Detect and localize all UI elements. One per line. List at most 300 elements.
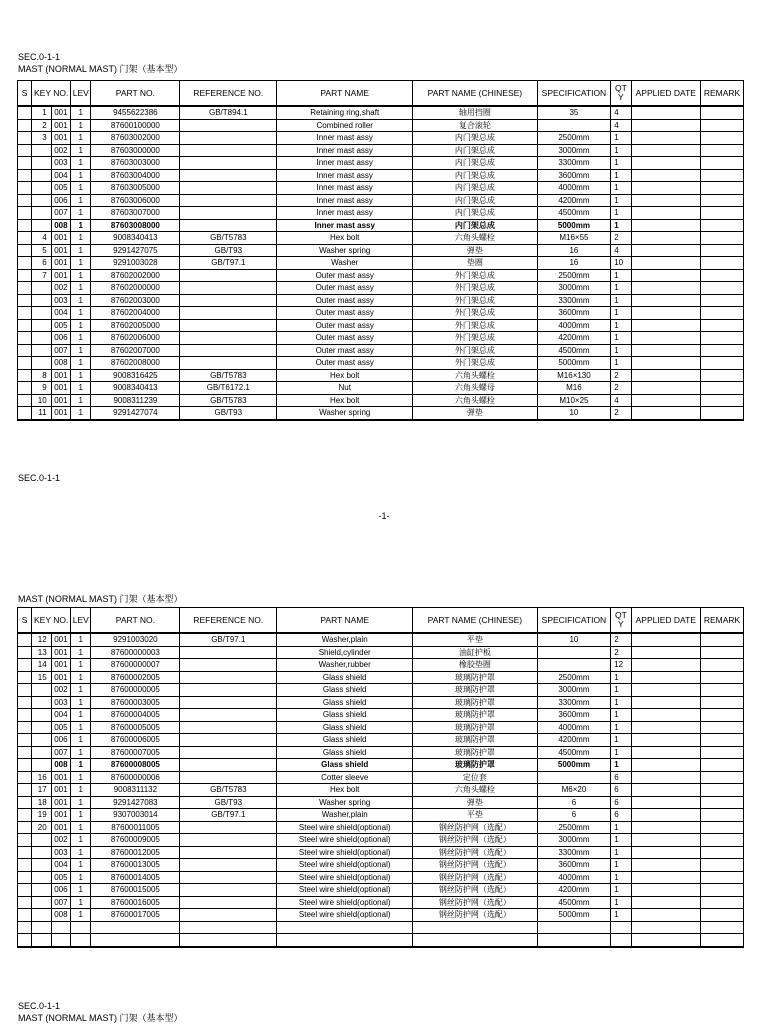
- cell-part-no: 9291003020: [91, 633, 180, 646]
- cell-part-name: Hex bolt: [277, 369, 413, 382]
- table-row: [18, 821, 744, 834]
- cell-part-name: [277, 921, 413, 934]
- cell-applied-date: [631, 921, 700, 934]
- cell-remark: [701, 207, 744, 220]
- cell-part-name-chinese: 内门架总成: [413, 157, 538, 170]
- cell-key-sub: 001: [51, 269, 70, 282]
- cell-key-sub: 008: [51, 909, 70, 922]
- cell-lev: 1: [71, 382, 91, 395]
- cell-s: [18, 244, 32, 257]
- cell-part-name-chinese: 弹垫: [413, 796, 538, 809]
- cell-part-name: Inner mast assy: [277, 144, 413, 157]
- cell-reference-no: [180, 344, 277, 357]
- cell-key-sub: 001: [51, 809, 70, 822]
- cell-part-name-chinese: 外门架总成: [413, 357, 538, 370]
- cell-key-no: 15: [32, 671, 51, 684]
- cell-part-no: 9008340413: [91, 382, 180, 395]
- cell-qty: 1: [611, 157, 631, 170]
- cell-specification: 4200mm: [537, 194, 611, 207]
- cell-part-name-chinese: 钢丝防护网（选配）: [413, 896, 538, 909]
- cell-remark: [701, 921, 744, 934]
- cell-reference-no: GB/T5783: [180, 232, 277, 245]
- cell-part-no: 87600009005: [91, 834, 180, 847]
- cell-lev: 1: [71, 796, 91, 809]
- cell-s: [18, 144, 32, 157]
- cell-key-sub: [51, 934, 70, 947]
- table-row: [18, 633, 744, 646]
- cell-part-no: 87602005000: [91, 319, 180, 332]
- cell-applied-date: [631, 119, 700, 132]
- cell-reference-no: [180, 834, 277, 847]
- cell-remark: [701, 659, 744, 672]
- cell-specification: 3000mm: [537, 144, 611, 157]
- cell-key-sub: 003: [51, 696, 70, 709]
- cell-remark: [701, 144, 744, 157]
- table-row: [18, 169, 744, 182]
- cell-part-name: Outer mast assy: [277, 269, 413, 282]
- cell-applied-date: [631, 194, 700, 207]
- cell-key-sub: 003: [51, 846, 70, 859]
- cell-reference-no: [180, 746, 277, 759]
- cell-reference-no: [180, 709, 277, 722]
- cell-part-name: Glass shield: [277, 734, 413, 747]
- cell-qty: [611, 921, 631, 934]
- cell-reference-no: GB/T6172.1: [180, 382, 277, 395]
- cell-part-name-chinese: 玻璃防护罩: [413, 709, 538, 722]
- cell-s: [18, 896, 32, 909]
- cell-lev: 1: [71, 884, 91, 897]
- cell-part-name-chinese: 外门架总成: [413, 282, 538, 295]
- col-header-applied-date: APPLIED DATE: [631, 81, 700, 107]
- table-row: [18, 382, 744, 395]
- cell-specification: 5000mm: [537, 357, 611, 370]
- cell-remark: [701, 696, 744, 709]
- cell-key-no: [32, 846, 51, 859]
- cell-applied-date: [631, 771, 700, 784]
- cell-lev: 1: [71, 157, 91, 170]
- table-row: [18, 884, 744, 897]
- cell-remark: [701, 369, 744, 382]
- cell-reference-no: GB/T93: [180, 244, 277, 257]
- cell-lev: [71, 934, 91, 947]
- cell-key-no: [32, 157, 51, 170]
- cell-reference-no: [180, 846, 277, 859]
- table-row: [18, 746, 744, 759]
- cell-part-no: 87600006005: [91, 734, 180, 747]
- cell-key-sub: 004: [51, 859, 70, 872]
- cell-applied-date: [631, 257, 700, 270]
- cell-remark: [701, 132, 744, 145]
- col-header-part-name-chinese: PART NAME (CHINESE): [413, 81, 538, 107]
- cell-qty: 12: [611, 659, 631, 672]
- cell-specification: 2500mm: [537, 671, 611, 684]
- table-row: [18, 771, 744, 784]
- table-row: [18, 809, 744, 822]
- cell-reference-no: [180, 294, 277, 307]
- cell-reference-no: [180, 759, 277, 772]
- cell-specification: [537, 934, 611, 947]
- cell-part-name: Shield,cylinder: [277, 646, 413, 659]
- cell-s: [18, 659, 32, 672]
- cell-qty: 4: [611, 394, 631, 407]
- cell-reference-no: [180, 219, 277, 232]
- cell-reference-no: [180, 771, 277, 784]
- cell-key-no: [32, 357, 51, 370]
- cell-key-no: [32, 207, 51, 220]
- cell-remark: [701, 784, 744, 797]
- table-row: [18, 721, 744, 734]
- cell-part-name: Washer spring: [277, 244, 413, 257]
- table-row: [18, 734, 744, 747]
- cell-key-no: [32, 194, 51, 207]
- cell-part-no: 87600004005: [91, 709, 180, 722]
- cell-remark: [701, 759, 744, 772]
- cell-applied-date: [631, 357, 700, 370]
- table-row: [18, 684, 744, 697]
- cell-specification: 3600mm: [537, 709, 611, 722]
- cell-specification: M16×130: [537, 369, 611, 382]
- cell-part-name-chinese: 玻璃防护罩: [413, 671, 538, 684]
- cell-part-name-chinese: 钢丝防护网（选配）: [413, 859, 538, 872]
- cell-specification: 16: [537, 244, 611, 257]
- table-row: [18, 307, 744, 320]
- cell-s: [18, 257, 32, 270]
- cell-reference-no: [180, 357, 277, 370]
- cell-lev: 1: [71, 821, 91, 834]
- cell-remark: [701, 796, 744, 809]
- cell-part-name: Steel wire shield(optional): [277, 871, 413, 884]
- cell-reference-no: [180, 896, 277, 909]
- table-row: [18, 294, 744, 307]
- cell-part-name: Glass shield: [277, 684, 413, 697]
- cell-qty: 1: [611, 734, 631, 747]
- cell-key-sub: 007: [51, 746, 70, 759]
- cell-key-sub: 001: [51, 646, 70, 659]
- col-header-part-no: PART NO.: [91, 608, 180, 634]
- cell-applied-date: [631, 721, 700, 734]
- cell-key-no: 2: [32, 119, 51, 132]
- table-row: [18, 119, 744, 132]
- cell-key-no: 3: [32, 132, 51, 145]
- cell-key-sub: 003: [51, 294, 70, 307]
- cell-part-no: 9008340413: [91, 232, 180, 245]
- cell-lev: 1: [71, 684, 91, 697]
- cell-qty: 1: [611, 821, 631, 834]
- cell-lev: 1: [71, 207, 91, 220]
- col-header-lev: LEV: [71, 608, 91, 634]
- cell-applied-date: [631, 746, 700, 759]
- cell-key-no: [32, 169, 51, 182]
- cell-part-no: [91, 921, 180, 934]
- cell-key-no: 1: [32, 106, 51, 119]
- cell-s: [18, 871, 32, 884]
- cell-qty: 1: [611, 144, 631, 157]
- cell-part-no: 87600014005: [91, 871, 180, 884]
- cell-remark: [701, 859, 744, 872]
- cell-part-name: Inner mast assy: [277, 182, 413, 195]
- cell-part-no: 87603007000: [91, 207, 180, 220]
- cell-lev: 1: [71, 633, 91, 646]
- col-header-qty: QT Y: [611, 608, 631, 634]
- cell-s: [18, 834, 32, 847]
- cell-qty: 1: [611, 671, 631, 684]
- cell-part-name-chinese: 内门架总成: [413, 169, 538, 182]
- cell-qty: 1: [611, 846, 631, 859]
- table-row: [18, 896, 744, 909]
- cell-lev: 1: [71, 834, 91, 847]
- cell-specification: M10×25: [537, 394, 611, 407]
- cell-lev: 1: [71, 232, 91, 245]
- cell-lev: 1: [71, 721, 91, 734]
- cell-part-name-chinese: 定位套: [413, 771, 538, 784]
- cell-reference-no: [180, 144, 277, 157]
- cell-remark: [701, 282, 744, 295]
- cell-qty: 1: [611, 746, 631, 759]
- cell-applied-date: [631, 659, 700, 672]
- cell-applied-date: [631, 382, 700, 395]
- cell-s: [18, 157, 32, 170]
- cell-key-no: 19: [32, 809, 51, 822]
- cell-s: [18, 633, 32, 646]
- table-row: [18, 157, 744, 170]
- cell-s: [18, 307, 32, 320]
- cell-reference-no: [180, 909, 277, 922]
- cell-remark: [701, 244, 744, 257]
- cell-key-sub: 004: [51, 169, 70, 182]
- cell-part-no: 9291427083: [91, 796, 180, 809]
- cell-s: [18, 796, 32, 809]
- cell-part-no: 87600000007: [91, 659, 180, 672]
- cell-remark: [701, 871, 744, 884]
- cell-part-no: 87602004000: [91, 307, 180, 320]
- cell-part-name: Outer mast assy: [277, 282, 413, 295]
- col-header-remark: REMARK: [701, 608, 744, 634]
- table-row: [18, 269, 744, 282]
- cell-applied-date: [631, 796, 700, 809]
- cell-lev: 1: [71, 307, 91, 320]
- cell-key-no: 6: [32, 257, 51, 270]
- cell-specification: 4500mm: [537, 896, 611, 909]
- cell-part-name-chinese: 玻璃防护罩: [413, 759, 538, 772]
- cell-part-name: Washer spring: [277, 796, 413, 809]
- cell-part-name-chinese: [413, 921, 538, 934]
- cell-part-no: 87600011005: [91, 821, 180, 834]
- cell-qty: 2: [611, 646, 631, 659]
- cell-s: [18, 369, 32, 382]
- cell-part-name: Hex bolt: [277, 232, 413, 245]
- col-header-qty: QT Y: [611, 81, 631, 107]
- cell-part-no: 87603004000: [91, 169, 180, 182]
- cell-remark: [701, 269, 744, 282]
- cell-specification: 3300mm: [537, 157, 611, 170]
- cell-applied-date: [631, 169, 700, 182]
- cell-key-no: [32, 746, 51, 759]
- cell-specification: 4500mm: [537, 207, 611, 220]
- cell-s: [18, 921, 32, 934]
- cell-key-no: 17: [32, 784, 51, 797]
- table-row: [18, 106, 744, 119]
- cell-part-name: Outer mast assy: [277, 307, 413, 320]
- cell-specification: 3300mm: [537, 846, 611, 859]
- cell-reference-no: [180, 332, 277, 345]
- cell-reference-no: GB/T5783: [180, 784, 277, 797]
- cell-applied-date: [631, 884, 700, 897]
- cell-key-no: 4: [32, 232, 51, 245]
- cell-specification: 4500mm: [537, 746, 611, 759]
- cell-key-no: [32, 884, 51, 897]
- cell-part-no: 87602003000: [91, 294, 180, 307]
- cell-part-name-chinese: 六角头螺栓: [413, 784, 538, 797]
- cell-specification: 10: [537, 633, 611, 646]
- cell-part-no: 87600012005: [91, 846, 180, 859]
- cell-part-name: Hex bolt: [277, 394, 413, 407]
- cell-key-sub: 001: [51, 821, 70, 834]
- cell-s: [18, 269, 32, 282]
- cell-remark: [701, 846, 744, 859]
- cell-reference-no: [180, 119, 277, 132]
- cell-part-name-chinese: 内门架总成: [413, 219, 538, 232]
- cell-part-name: Steel wire shield(optional): [277, 884, 413, 897]
- cell-qty: 2: [611, 407, 631, 420]
- cell-part-name: Steel wire shield(optional): [277, 896, 413, 909]
- cell-qty: 1: [611, 132, 631, 145]
- table-row: [18, 357, 744, 370]
- cell-part-name: Steel wire shield(optional): [277, 821, 413, 834]
- cell-reference-no: [180, 269, 277, 282]
- cell-part-no: 87602008000: [91, 357, 180, 370]
- cell-part-name: Washer,rubber: [277, 659, 413, 672]
- table-row: [18, 909, 744, 922]
- cell-part-name-chinese: 内门架总成: [413, 182, 538, 195]
- cell-qty: 1: [611, 282, 631, 295]
- cell-specification: [537, 921, 611, 934]
- cell-part-name-chinese: 外门架总成: [413, 294, 538, 307]
- cell-remark: [701, 771, 744, 784]
- cell-specification: 4500mm: [537, 344, 611, 357]
- cell-reference-no: [180, 734, 277, 747]
- cell-reference-no: [180, 169, 277, 182]
- cell-key-no: [32, 834, 51, 847]
- cell-key-sub: 008: [51, 219, 70, 232]
- cell-qty: 4: [611, 119, 631, 132]
- cell-reference-no: [180, 821, 277, 834]
- cell-key-sub: 001: [51, 232, 70, 245]
- cell-reference-no: [180, 194, 277, 207]
- cell-remark: [701, 709, 744, 722]
- cell-s: [18, 169, 32, 182]
- cell-key-sub: 006: [51, 734, 70, 747]
- cell-s: [18, 382, 32, 395]
- cell-lev: 1: [71, 771, 91, 784]
- cell-reference-no: [180, 684, 277, 697]
- cell-part-no: 87600000005: [91, 684, 180, 697]
- cell-remark: [701, 909, 744, 922]
- cell-part-name-chinese: 橡胶垫圈: [413, 659, 538, 672]
- cell-remark: [701, 294, 744, 307]
- cell-part-name-chinese: 钢丝防护网（选配）: [413, 884, 538, 897]
- cell-s: [18, 709, 32, 722]
- cell-reference-no: [180, 921, 277, 934]
- cell-applied-date: [631, 269, 700, 282]
- cell-key-no: [32, 721, 51, 734]
- cell-qty: 1: [611, 709, 631, 722]
- cell-s: [18, 909, 32, 922]
- cell-applied-date: [631, 784, 700, 797]
- cell-reference-no: [180, 282, 277, 295]
- cell-s: [18, 671, 32, 684]
- cell-part-name: Outer mast assy: [277, 344, 413, 357]
- table-row: [18, 394, 744, 407]
- cell-part-name: Steel wire shield(optional): [277, 909, 413, 922]
- cell-specification: [537, 659, 611, 672]
- cell-specification: 3300mm: [537, 696, 611, 709]
- cell-lev: 1: [71, 809, 91, 822]
- cell-part-name: [277, 934, 413, 947]
- cell-key-no: [32, 344, 51, 357]
- cell-qty: 1: [611, 759, 631, 772]
- cell-part-name: Cotter sleeve: [277, 771, 413, 784]
- cell-remark: [701, 834, 744, 847]
- cell-part-name: Outer mast assy: [277, 332, 413, 345]
- cell-qty: 1: [611, 294, 631, 307]
- table-row: [18, 232, 744, 245]
- table-row: [18, 369, 744, 382]
- cell-specification: 5000mm: [537, 219, 611, 232]
- cell-key-sub: 005: [51, 319, 70, 332]
- cell-part-no: 87600008005: [91, 759, 180, 772]
- cell-s: [18, 207, 32, 220]
- cell-lev: 1: [71, 909, 91, 922]
- cell-lev: 1: [71, 169, 91, 182]
- cell-part-name-chinese: 玻璃防护罩: [413, 696, 538, 709]
- cell-key-sub: 007: [51, 207, 70, 220]
- col-header-specification: SPECIFICATION: [537, 608, 611, 634]
- table-row: [18, 871, 744, 884]
- cell-part-name-chinese: 轴用挡圈: [413, 106, 538, 119]
- cell-part-name: Steel wire shield(optional): [277, 834, 413, 847]
- cell-part-name-chinese: 外门架总成: [413, 269, 538, 282]
- cell-key-sub: 001: [51, 106, 70, 119]
- cell-s: [18, 859, 32, 872]
- col-header-s: S: [18, 81, 32, 107]
- cell-part-no: 9008316425: [91, 369, 180, 382]
- cell-key-sub: 001: [51, 671, 70, 684]
- cell-part-no: 87603005000: [91, 182, 180, 195]
- cell-specification: M16: [537, 382, 611, 395]
- cell-key-sub: [51, 921, 70, 934]
- cell-lev: 1: [71, 257, 91, 270]
- cell-key-sub: 005: [51, 721, 70, 734]
- cell-qty: 1: [611, 307, 631, 320]
- cell-key-no: 12: [32, 633, 51, 646]
- cell-part-no: 87600017005: [91, 909, 180, 922]
- cell-key-no: 13: [32, 646, 51, 659]
- cell-part-no: 87602002000: [91, 269, 180, 282]
- cell-qty: 1: [611, 834, 631, 847]
- table-row: [18, 709, 744, 722]
- cell-s: [18, 934, 32, 947]
- cell-part-name-chinese: 钢丝防护网（选配）: [413, 846, 538, 859]
- cell-applied-date: [631, 144, 700, 157]
- cell-key-no: [32, 182, 51, 195]
- document-title-page2: MAST (NORMAL MAST) 门架（基本型）: [18, 594, 183, 604]
- cell-qty: 1: [611, 269, 631, 282]
- cell-specification: 4000mm: [537, 319, 611, 332]
- cell-key-sub: 001: [51, 659, 70, 672]
- cell-lev: 1: [71, 759, 91, 772]
- col-header-reference-no: REFERENCE NO.: [180, 608, 277, 634]
- cell-key-sub: 002: [51, 834, 70, 847]
